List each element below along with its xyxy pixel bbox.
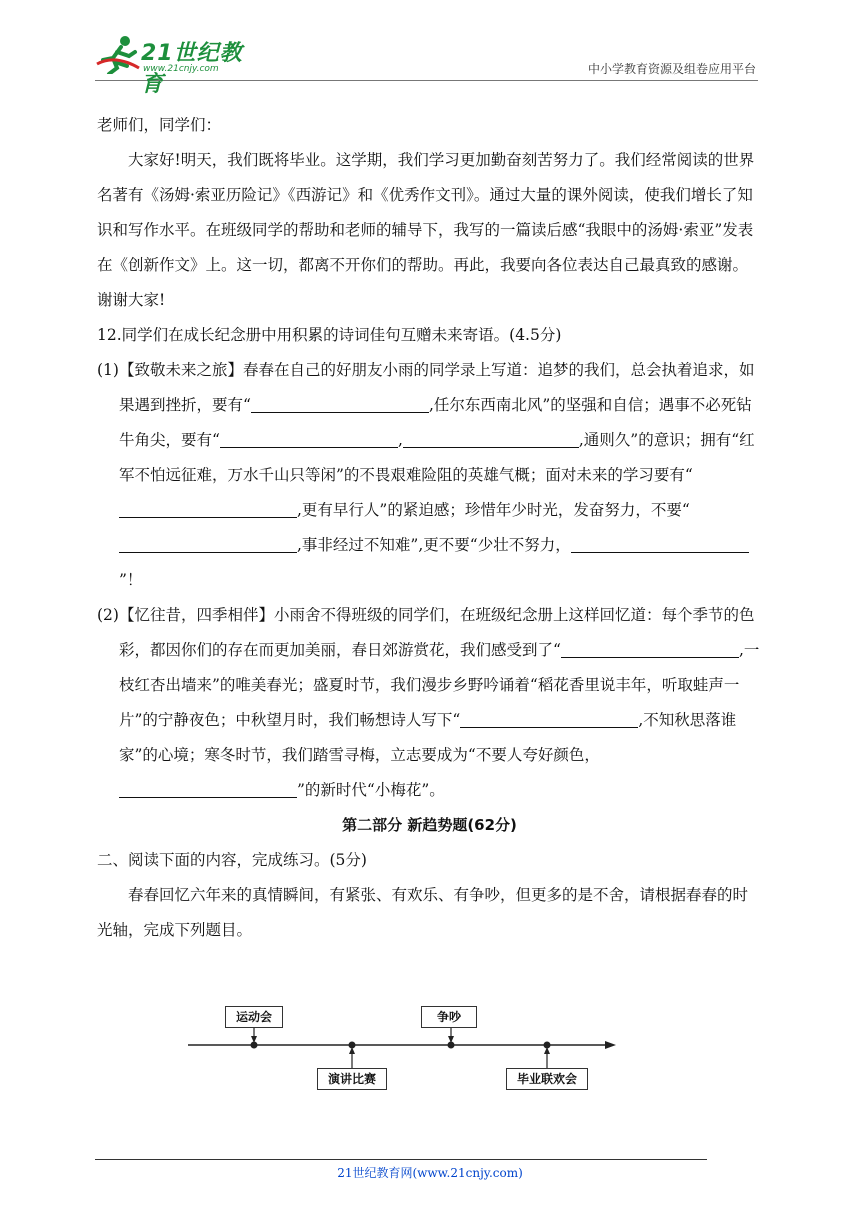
question-12-part-1 [97,353,762,598]
answer-blank[interactable] [220,431,398,448]
answer-blank[interactable] [403,431,467,448]
q12-p1-text-d: ,通则久”的意识；拥有“红军不怕远征难，万水千山只等闲”的不畏艰难险阻的英雄气概；面对未来的学习要有“ [119,431,755,484]
q12-p1-text-a: (1)【致敬未来之旅】春春在自己的好朋友小雨的同学录上写道：追梦的我们，总会执着追求，如果遇到挫折，要有“ [97,361,755,414]
question-12-stem: 12.同学们在成长纪念册中用积累的诗词佳句互赠未来寄语。(4.5分) [97,326,562,344]
timeline-dot [448,1042,455,1049]
question-2-stem: 二、阅读下面的内容，完成练习。(5分) [97,851,367,869]
logo-url: www.21cnjy.com [143,64,219,74]
q12-p1-text-b: ,任尔东西南北风”的坚强和自信；遇事不必死钻牛角尖，要有“ [119,396,752,449]
question-2-text: 春春回忆六年来的真情瞬间，有紧张、有欢乐、有争吵，但更多的是不舍，请根据春春的时光轴，完成下列题目。 [97,886,749,939]
timeline-event-speech-contest: 演讲比赛 [317,1068,387,1090]
q12-p2-text-c: ,不知秋思落谁家”的心境；寒冬时节，我们踏雪寻梅，立志要成为“不要人夸好颜色， [119,711,737,764]
q12-p2-text-a: (2)【忆往昔，四季相伴】小雨舍不得班级的同学们，在班级纪念册上这样回忆道：每个季节的色彩，都因你们的存在而更加美丽，春日郊游赏花，我们感受到了“ [97,606,755,659]
logo-text: 21世纪教育 [141,41,243,97]
timeline-event-graduation-party: 毕业联欢会 [506,1068,588,1090]
answer-blank[interactable] [119,781,297,798]
letter-greeting: 老师们，同学们： [97,116,222,134]
page-content [97,108,762,948]
logo [95,34,265,97]
answer-blank[interactable] [119,501,297,518]
timeline-dot [251,1042,258,1049]
timeline-event-quarrel: 争吵 [421,1006,477,1028]
footer-divider [95,1159,707,1160]
timeline [186,1000,616,1095]
answer-blank[interactable] [119,536,297,553]
runner-logo-icon [95,34,141,74]
answer-blank[interactable] [571,536,749,553]
question-12-part-2 [97,598,762,808]
letter-body: 大家好!明天，我们既将毕业。这学期，我们学习更加勤奋刻苦努力了。我们经常阅读的世界名著有《汤姆·索亚历险记》《西游记》和《优秀作文刊》。通过大量的课外阅读，使我们增长了知识和写作水平。在班级同学的帮助和老师的辅导下，我写的一篇读后感“我眼中的汤姆·索亚”发表在《创新作文》上。这一切，都离不开你们的帮助。再此，我要向各位表达自己最真致的感谢。谢谢大家! [97,151,755,309]
answer-blank[interactable] [251,396,429,413]
answer-blank[interactable] [460,711,638,728]
q12-p1-text-g: ”！ [119,571,143,589]
q12-p2-text-d: ”的新时代“小梅花”。 [297,781,445,799]
platform-name: 中小学教育资源及组卷应用平台 [587,62,756,76]
part-2-title: 第二部分 新趋势题(62分) [342,816,517,834]
q12-p1-text-c: , [397,431,403,449]
page-header [95,34,758,97]
footer-link[interactable]: 21世纪教育网(www.21cnjy.com) [337,1166,523,1180]
timeline-arrowhead [605,1041,616,1049]
timeline-dot [349,1042,356,1049]
answer-blank[interactable] [467,431,579,448]
q12-p2-text-b: ,一枝红杏出墙来”的唯美春光；盛夏时节，我们漫步乡野吟诵着“稻花香里说丰年，听取蛙声一片”的宁静夜色；中秋望月时，我们畅想诗人写下“ [119,641,760,729]
timeline-event-sports-meet: 运动会 [225,1006,283,1028]
q12-p1-text-f: ,事非经过不知难”,更不要“少壮不努力， [297,536,571,554]
answer-blank[interactable] [561,641,739,658]
timeline-dot [544,1042,551,1049]
q12-p1-text-e: ,更有早行人”的紧迫感；珍惜年少时光，发奋努力，不要“ [297,501,690,519]
